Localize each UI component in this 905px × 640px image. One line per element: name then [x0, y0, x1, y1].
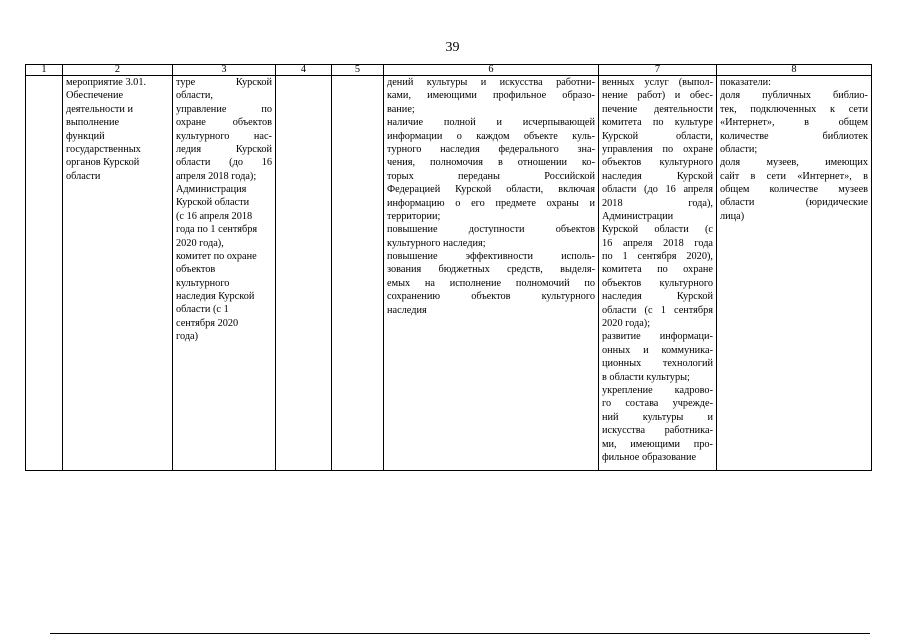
cell-col-1: [26, 76, 63, 471]
column-header-1: 1: [26, 65, 63, 76]
cell-text-line: ками, имеющими профильное образо-: [387, 90, 595, 102]
cell-col-3: [173, 76, 276, 471]
cell-text-line: объектов культурного: [602, 157, 713, 169]
cell-text-line: 2020 года);: [602, 318, 651, 330]
cell-text-line: наличие полной и исчерпывающей: [387, 117, 595, 129]
cell-text-line: Курской области (с: [602, 224, 713, 236]
cell-text-line: турного наследия федерального зна-: [387, 143, 595, 155]
cell-text-line: повышение доступности объектов: [387, 224, 595, 236]
cell-text-line: фильное образование: [602, 451, 697, 463]
cell-text-line: зования бюджетных средств, выделя-: [387, 264, 595, 276]
cell-text-line: наследия Курской: [602, 291, 713, 303]
cell-text-line: наследия Курской: [176, 291, 255, 303]
cell-text-line: наследия: [387, 304, 427, 316]
cell-text-line: области,: [176, 90, 213, 102]
cell-text-line: апреля 2018 года);: [176, 170, 257, 182]
cell-text-line: искусства работника-: [602, 425, 713, 437]
cell-text-line: комитета по охране: [602, 264, 713, 276]
bottom-rule: [50, 633, 870, 634]
cell-text-line: Администрация: [176, 184, 247, 196]
cell-text-line: ний культуры и: [602, 411, 713, 423]
cell-col-2: [63, 76, 173, 471]
cell-text-line: доля публичных библио-: [720, 90, 868, 102]
cell-col-5: [332, 76, 384, 471]
cell-col-7: [599, 76, 717, 471]
cell-text-line: торых переданы Российской: [387, 170, 595, 182]
cell-text-line: дений культуры и искусства работни-: [387, 77, 595, 88]
cell-text-line: доля музеев, имеющих: [720, 157, 868, 169]
cell-text-line: (с 16 апреля 2018: [176, 210, 253, 222]
cell-text-line: ледия Курской: [176, 143, 272, 155]
cell-text-line: государственных: [66, 143, 141, 155]
cell-text-line: культурного наследия;: [387, 237, 486, 249]
cell-text-line: Обеспечение: [66, 90, 124, 102]
cell-text-line: комитета по культуре: [602, 117, 713, 129]
cell-text-line: «Интернет», в общем: [720, 117, 868, 129]
cell-text-line: области (с 1: [176, 304, 229, 316]
cell-text-line: емых на исполнение полномочий по: [387, 277, 595, 289]
cell-text-line: ми, имеющими про-: [602, 438, 713, 450]
column-header-5: 5: [332, 65, 384, 76]
cell-text-line: области: [66, 170, 101, 182]
cell-text-line: территории;: [387, 210, 441, 222]
cell-text-line: Федерацией Курской области, включая: [387, 184, 595, 196]
cell-text-line: области (до 16: [176, 157, 272, 169]
cell-text-line: Курской области: [176, 197, 250, 209]
cell-text-line: года по 1 сентября: [176, 224, 258, 236]
cell-text-line: сайт в сети «Интернет», в: [720, 170, 868, 182]
cell-text-line: объектов культурного: [602, 277, 713, 289]
cell-col-6: [384, 76, 599, 471]
cell-text-line: информацию о его предмете охраны и: [387, 197, 595, 209]
cell-text-line: го состава учрежде-: [602, 398, 713, 410]
cell-text-line: в области культуры;: [602, 371, 690, 383]
cell-text-line: печение деятельности: [602, 103, 713, 115]
cell-text-line: повышение эффективности исполь-: [387, 251, 595, 263]
header-row: [26, 65, 872, 76]
cell-text-line: чения, полномочия в отношении ко-: [387, 157, 595, 169]
cell-text-line: Курской области,: [602, 130, 713, 142]
cell-text-line: наследия Курской: [602, 170, 713, 182]
column-header-6: 6: [384, 65, 599, 76]
cell-text-line: лица): [720, 210, 745, 222]
cell-text-line: сохранению объектов культурного: [387, 291, 595, 303]
cell-text-line: нение работ) и обес-: [602, 90, 713, 102]
cell-text-line: по 1 сентября 2020),: [602, 251, 713, 263]
cell-text-line: культурного: [176, 277, 230, 289]
cell-text-line: ционных технологий: [602, 358, 713, 370]
column-header-2: 2: [63, 65, 173, 76]
cell-text-line: показатели:: [720, 77, 772, 88]
cell-text-line: 16 апреля 2018 года: [602, 237, 713, 249]
cell-text-line: развитие информаци-: [602, 331, 713, 343]
column-header-8: 8: [717, 65, 872, 76]
cell-text-line: мероприятие 3.01.: [66, 77, 147, 88]
cell-col-4: [276, 76, 332, 471]
cell-text-line: укрепление кадрово-: [602, 384, 713, 396]
cell-text-line: области (до 16 апреля: [602, 184, 713, 196]
cell-text-line: комитет по охране: [176, 250, 257, 262]
page-number: 39: [445, 40, 460, 55]
cell-text-line: деятельности и: [66, 103, 134, 115]
column-header-3: 3: [173, 65, 276, 76]
table-row: [26, 76, 872, 471]
cell-text-line: выполнение: [66, 117, 120, 129]
cell-text-line: туре Курской: [176, 77, 272, 88]
cell-text-line: онных и коммуника-: [602, 344, 713, 356]
cell-text-line: функций: [66, 130, 105, 142]
cell-text-line: количестве библиотек: [720, 130, 868, 142]
cell-text-line: управления по охране: [602, 143, 713, 155]
cell-text-line: вание;: [387, 103, 415, 115]
cell-text-line: области (с 1 сентября: [602, 304, 713, 316]
cell-col-8: [717, 76, 872, 471]
cell-text-line: общем количестве музеев: [720, 184, 868, 196]
cell-text-line: 2020 года),: [176, 237, 224, 249]
cell-text-line: управление по: [176, 103, 272, 115]
cell-text-line: области (юридические: [720, 197, 868, 209]
cell-text-line: охране объектов: [176, 117, 272, 129]
cell-text-line: информации о каждом объекте куль-: [387, 130, 595, 142]
cell-text-line: года): [176, 331, 199, 343]
program-table: [25, 64, 872, 471]
column-header-7: 7: [599, 65, 717, 76]
cell-text-line: культурного нас-: [176, 130, 272, 142]
cell-text-line: объектов: [176, 264, 216, 276]
column-header-4: 4: [276, 65, 332, 76]
cell-text-line: 2018 года),: [602, 197, 713, 209]
cell-text-line: Администрации: [602, 210, 674, 222]
cell-text-line: тек, подключенных к сети: [720, 103, 868, 115]
cell-text-line: венных услуг (выпол-: [602, 77, 713, 88]
cell-text-line: области;: [720, 143, 758, 155]
cell-text-line: сентября 2020: [176, 317, 239, 329]
cell-text-line: органов Курской: [66, 157, 140, 169]
